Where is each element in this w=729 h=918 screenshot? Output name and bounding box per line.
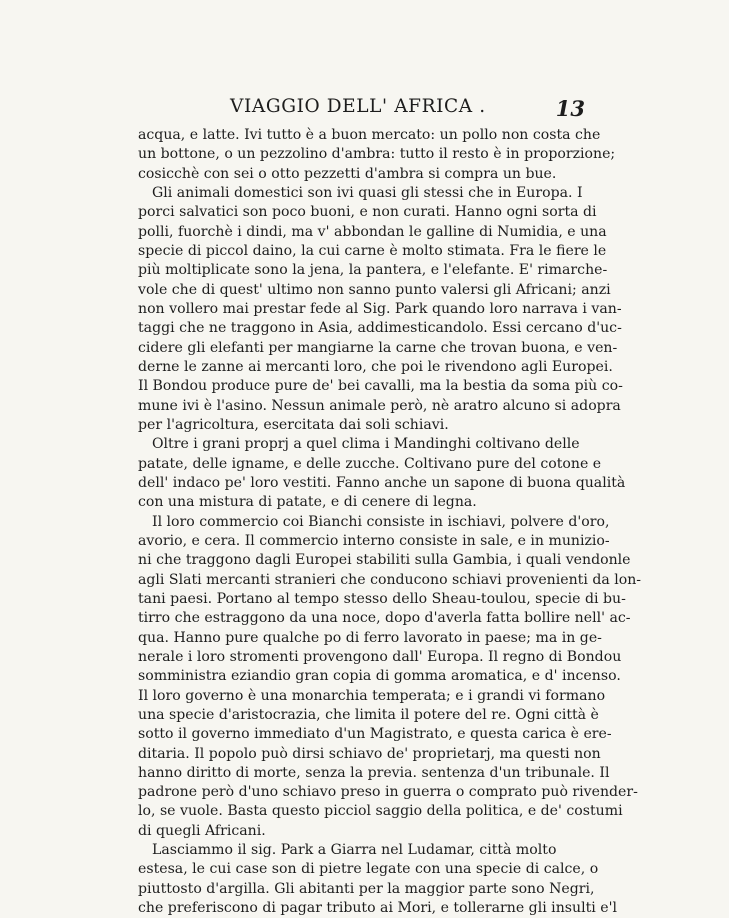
text-line: specie di piccol daino, la cui carne è molto stimata. Fra le fiere le — [138, 242, 607, 259]
text-line: Lasciammo il sig. Park a Giarra nel Ludamar, città molto — [152, 842, 557, 859]
text-line: agli Slati mercanti stranieri che conducono schiavi provenienti da lon- — [138, 571, 642, 588]
body-text — [138, 126, 642, 918]
text-line: una specie d'aristocrazia, che limita il potere del re. Ogni città è — [138, 706, 599, 723]
text-line: estesa, le cui case son di pietre legate con una specie di calce, o — [138, 861, 599, 878]
text-line: padrone però d'uno schiavo preso in guerra o comprato può rivender- — [138, 784, 638, 801]
text-line: Oltre i grani proprj a quel clima i Mandinghi coltivano delle — [152, 436, 580, 453]
text-line: avorio, e cera. Il commercio interno consiste in sale, e in munizio- — [138, 532, 610, 549]
text-line: piuttosto d'argilla. Gli abitanti per la maggior parte sono Negri, — [138, 880, 595, 897]
text-line: cosicchè con sei o otto pezzetti d'ambra si compra un bue. — [138, 165, 557, 182]
text-line: hanno diritto di morte, senza la previa. sentenza d'un tribunale. Il — [138, 764, 610, 781]
text-line: più moltiplicate sono la jena, la pantera, e l'elefante. E' rimarche- — [138, 262, 608, 279]
text-line: porci salvatici son poco buoni, e non curati. Hanno ogni sorta di — [138, 204, 597, 221]
text-line: polli, fuorchè i dindi, ma v' abbondan le galline di Numidia, e una — [138, 223, 607, 240]
text-line: per l'agricoltura, esercitata dai soli schiavi. — [138, 416, 449, 433]
text-line: di quegli Africani. — [138, 822, 266, 839]
text-line: qua. Hanno pure qualche po di ferro lavorato in paese; ma in ge- — [138, 629, 602, 646]
text-line: derne le zanne ai mercanti loro, che poi le rivendono agli Europei. — [138, 358, 613, 375]
text-line: patate, delle igname, e delle zucche. Coltivano pure del cotone e — [138, 455, 602, 472]
text-line: ni che traggono dagli Europei stabiliti sulla Gambia, i quali vendonle — [138, 552, 631, 569]
text-line: non vollero mai prestar fede al Sig. Park quando loro narrava i van- — [138, 300, 622, 317]
text-line: tani paesi. Portano al tempo stesso dello Sheau-toulou, specie di bu- — [138, 590, 626, 607]
text-line: che preferiscono di pagar tributo ai Mori, e tollerarne gli insulti e'l — [138, 900, 617, 917]
text-line: vole che di quest' ultimo non sanno punto valersi gli Africani; anzi — [138, 281, 611, 298]
running-title: VIAGGIO DELL' AFRICA . — [230, 96, 486, 117]
text-line: un bottone, o un pezzolino d'ambra: tutto il resto è in proporzione; — [138, 146, 616, 163]
text-line: Il Bondou produce pure de' bei cavalli, ma la bestia da soma più co- — [138, 378, 623, 395]
text-line: cidere gli elefanti per mangiarne la carne che trovan buona, e ven- — [138, 339, 618, 356]
page-number: 13 — [555, 96, 585, 121]
text-line: ditaria. Il popolo può dirsi schiavo de' proprietarj, ma questi non — [138, 745, 601, 762]
text-line: nerale i loro stromenti provengono dall' Europa. Il regno di Bondou — [138, 648, 622, 665]
text-line: mune ivi è l'asino. Nessun animale però, nè aratro alcuno si adopra — [138, 397, 621, 414]
text-line: taggi che ne traggono in Asia, addimesticandolo. Essi cercano d'uc- — [138, 320, 622, 337]
text-line: con una mistura di patate, e di cenere di legna. — [138, 494, 477, 511]
text-line: Gli animali domestici son ivi quasi gli stessi che in Europa. I — [152, 184, 583, 201]
text-line: Il loro commercio coi Bianchi consiste in ischiavi, polvere d'oro, — [152, 513, 610, 530]
text-line: sotto il governo immediato d'un Magistrato, e questa carica è ere- — [138, 726, 612, 743]
text-line: acqua, e latte. Ivi tutto è a buon mercato: un pollo non costa che — [138, 127, 601, 143]
text-line: tirro che estraggono da una noce, dopo d'averla fatta bollire nell' ac- — [138, 610, 631, 627]
text-line: Il loro governo è una monarchia temperata; e i grandi vi formano — [138, 687, 606, 704]
page-header — [230, 96, 585, 122]
text-line: dell' indaco pe' loro vestiti. Fanno anche un sapone di buona qualità — [138, 474, 626, 491]
text-line: somministra eziandio gran copia di gomma aromatica, e d' incenso. — [138, 668, 621, 685]
text-line: lo, se vuole. Basta questo picciol saggio della politica, e de' costumi — [138, 803, 623, 820]
